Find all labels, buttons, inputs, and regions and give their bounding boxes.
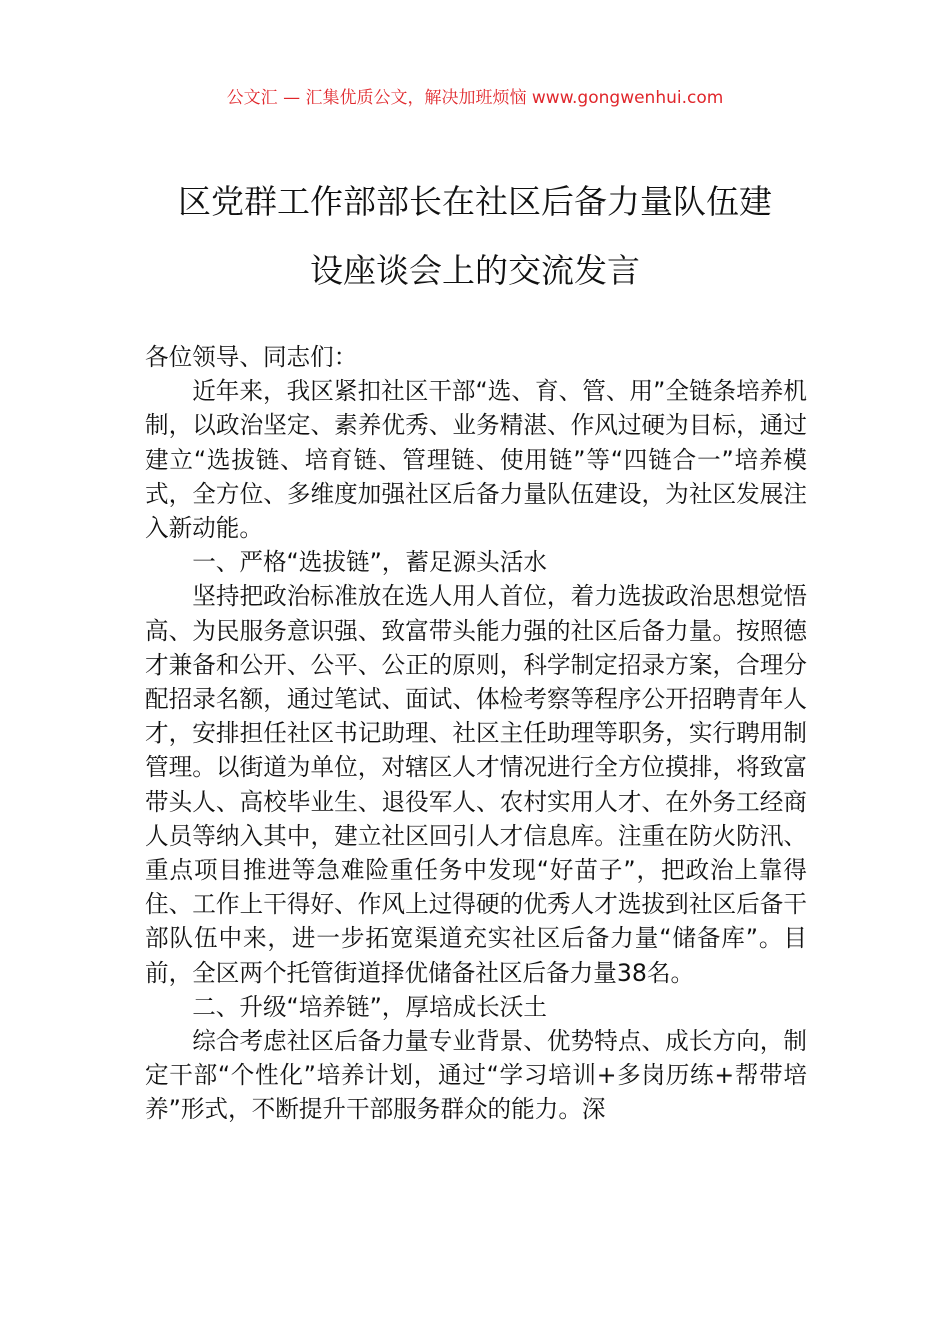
section-heading-2: 二、升级“培养链”，厚培成长沃土 [192,992,547,1021]
salutation: 各位领导、同志们： [145,343,358,371]
section-1-paragraph: 坚持把政治标准放在选人用人首位，着力选拔政治思想觉悟高、为民服务意识强、致富带头能力强的社区后备力量。按照德才兼备和公开、公平、公正的原则，科学制定招录方案，合理分配招录名额，通过笔试、面试、体检考察等程序公开招聘青年人才，安排担任社区书记助理、社区主任助理等职务，实行聘用制管理。以街道为单位，对辖区人才情况进行全方位摸排，将致富带头人、高校毕业生、退役军人、农村实用人才、在外务工经商人员等纳入其中，建立社区回引人才信息库。注重在防火防汛、重点项目推进等急难险重任务中发现“好苗子”，把政治上靠得住、工作上干得好、作风上过得硬的优秀人才选拔到社区后备干部队伍中来，进一步拓宽渠道充实社区后备力量“储备库”。目前，全区两个托管街道择优储备社区后备力量38名。 [145,582,807,987]
watermark-banner: 公文汇 — 汇集优质公文，解决加班烦恼 www.gongwenhui.com [226,88,724,108]
section-2-paragraph: 综合考虑社区后备力量专业背景、优势特点、成长方向，制定干部“个性化”培养计划，通过“学习培训+多岗历练+帮带培养”形式，不断提升干部服务群众的能力。深 [145,1027,807,1124]
document-body [145,340,807,1127]
document-title-line-2: 设座谈会上的交流发言 [310,251,640,290]
document-title-line-1: 区党群工作部部长在社区后备力量队伍建 [178,182,772,221]
section-heading-1: 一、严格“选拔链”，蓄足源头活水 [192,548,547,577]
intro-paragraph: 近年来，我区紧扣社区干部“选、育、管、用”全链条培养机制，以政治坚定、素养优秀、业务精湛、作风过硬为目标，通过建立“选拔链、培育链、管理链、使用链”等“四链合一”培养模式，全方位、多维度加强社区后备力量队伍建设，为社区发展注入新动能。 [145,377,807,543]
